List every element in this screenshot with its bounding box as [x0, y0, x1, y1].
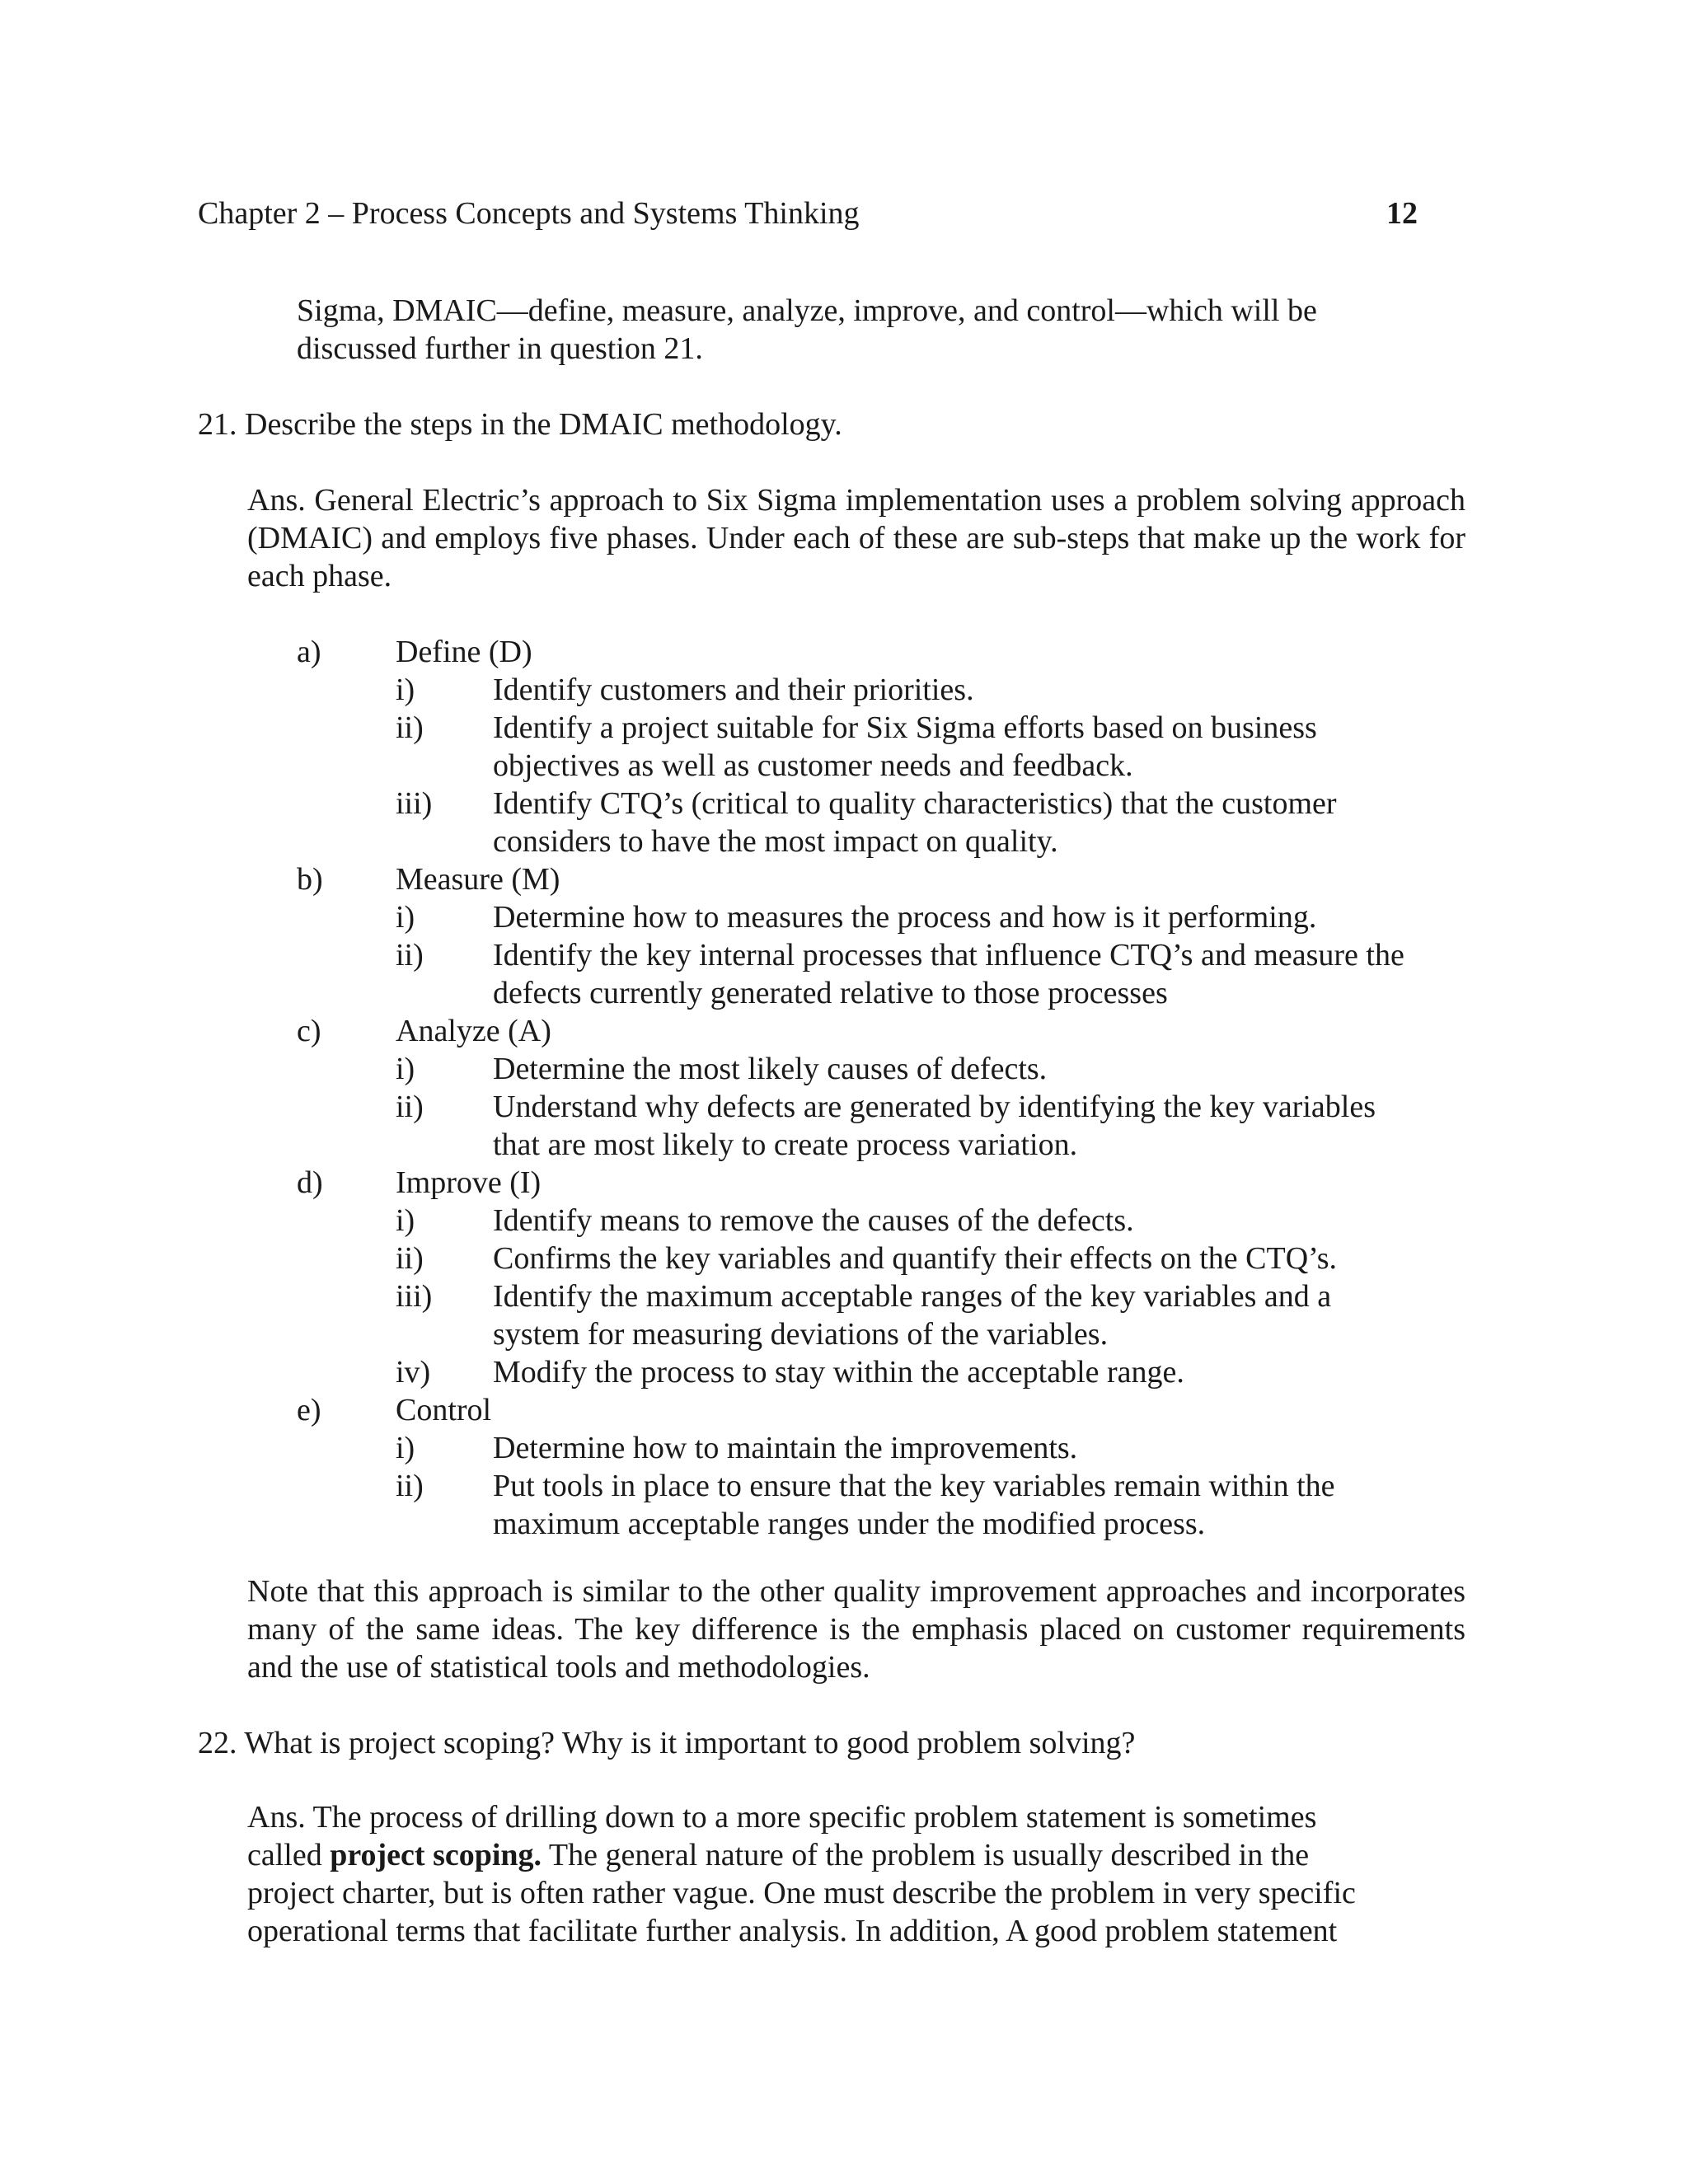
- sub-step: [247, 709, 1484, 747]
- phase-item: [247, 633, 1484, 671]
- sub-step-text: objectives as well as customer needs and feedback.: [493, 748, 1133, 783]
- question-22: [198, 1724, 1135, 1762]
- sub-step-numeral: iv): [396, 1355, 431, 1390]
- answer-text: called: [247, 1838, 331, 1872]
- sub-step: [247, 1505, 1484, 1543]
- sub-step-text: Identify a project suitable for Six Sigma efforts based on business: [493, 710, 1317, 745]
- question-21-answer: Ans. General Electric’s approach to Six Sigma implementation uses a problem solving approach (DMAIC) and employs five phases. Under each of these are sub-steps that make up the work for each phase.: [247, 483, 1465, 593]
- sub-step-text: system for measuring deviations of the variables.: [493, 1317, 1109, 1352]
- page-header: [198, 194, 1418, 232]
- sub-step-text: Identify CTQ’s (critical to quality characteristics) that the customer: [493, 786, 1337, 821]
- phase-name: Analyze (A): [396, 1014, 551, 1048]
- sub-step: [247, 671, 1484, 709]
- phase-name: Improve (I): [396, 1165, 542, 1200]
- sub-step-text: Determine the most likely causes of defects.: [493, 1052, 1048, 1086]
- sub-step: [247, 1088, 1484, 1126]
- sub-step: [247, 1240, 1484, 1277]
- continuation-line: discussed further in question 21.: [297, 331, 703, 366]
- question-number: 22.: [198, 1726, 237, 1760]
- sub-step: [247, 1277, 1484, 1315]
- answer-line: operational terms that facilitate further analysis. In addition, A good problem statement: [247, 1914, 1338, 1948]
- phase-item: [247, 1012, 1484, 1050]
- question-22-answer: [247, 1798, 1484, 1950]
- answer-line: Ans. The process of drilling down to a more specific problem statement is sometimes: [247, 1800, 1317, 1835]
- bold-term-project-scoping: project scoping.: [330, 1838, 542, 1872]
- sub-step-text: Determine how to maintain the improvements.: [493, 1431, 1078, 1465]
- sub-step: [247, 1050, 1484, 1088]
- note-paragraph: Note that this approach is similar to the other quality improvement approaches and incorporates many of the same ideas. The key difference is the emphasis placed on customer requirements and the use of statistical tools and methodologies.: [247, 1574, 1465, 1685]
- phase-letter: e): [297, 1393, 321, 1427]
- sub-step-numeral: i): [396, 900, 415, 935]
- dmaic-outline: [247, 633, 1484, 1543]
- answer-line: project charter, but is often rather vague. One must describe the problem in very specific: [247, 1876, 1356, 1910]
- sub-step-text: that are most likely to create process variation.: [493, 1127, 1078, 1162]
- question-21: [198, 405, 842, 443]
- sub-step-numeral: ii): [396, 938, 424, 972]
- sub-step-text: Confirms the key variables and quantify their effects on the CTQ’s.: [493, 1241, 1337, 1276]
- sub-step-numeral: ii): [396, 710, 424, 745]
- page-number: 12: [1386, 196, 1418, 231]
- phase-name: Measure (M): [396, 862, 560, 897]
- phase-letter: a): [297, 635, 321, 669]
- phase-letter: c): [297, 1014, 321, 1048]
- sub-step-numeral: ii): [396, 1469, 424, 1503]
- question-text: Describe the steps in the DMAIC methodology.: [245, 407, 842, 442]
- sub-step: [247, 1315, 1484, 1353]
- sub-step-numeral: ii): [396, 1241, 424, 1276]
- sub-step-numeral: i): [396, 673, 415, 707]
- sub-step: [247, 1126, 1484, 1164]
- question-text: What is project scoping? Why is it important to good problem solving?: [244, 1726, 1136, 1760]
- sub-step-text: Put tools in place to ensure that the key variables remain within the: [493, 1469, 1335, 1503]
- sub-step-numeral: i): [396, 1203, 415, 1238]
- continuation-line: Sigma, DMAIC—define, measure, analyze, improve, and control—which will be: [297, 293, 1317, 328]
- sub-step-text: Understand why defects are generated by identifying the key variables: [493, 1090, 1376, 1124]
- sub-step-text: considers to have the most impact on quality.: [493, 824, 1058, 859]
- sub-step-numeral: ii): [396, 1090, 424, 1124]
- sub-step-numeral: i): [396, 1431, 415, 1465]
- sub-step: [247, 785, 1484, 823]
- phase-letter: b): [297, 862, 323, 897]
- answer-text: The general nature of the problem is usually described in the: [542, 1838, 1310, 1872]
- phase-item: [247, 1391, 1484, 1429]
- sub-step-numeral: iii): [396, 786, 433, 821]
- sub-step: [247, 936, 1484, 974]
- phase-name: Define (D): [396, 635, 532, 669]
- sub-step-text: Identify means to remove the causes of the defects.: [493, 1203, 1134, 1238]
- phase-letter: d): [297, 1165, 323, 1200]
- sub-step: [247, 1202, 1484, 1240]
- sub-step: [247, 1467, 1484, 1505]
- chapter-title: Chapter 2 – Process Concepts and Systems Thinking: [198, 196, 860, 231]
- sub-step-text: Identify customers and their priorities.: [493, 673, 974, 707]
- sub-step: [247, 747, 1484, 785]
- sub-step-text: Determine how to measures the process and how is it performing.: [493, 900, 1317, 935]
- sub-step-text: defects currently generated relative to those processes: [493, 976, 1168, 1010]
- sub-step-numeral: iii): [396, 1279, 433, 1314]
- sub-step: [247, 1429, 1484, 1467]
- sub-step-text: Modify the process to stay within the acceptable range.: [493, 1355, 1184, 1390]
- question-number: 21.: [198, 407, 237, 442]
- phase-item: [247, 860, 1484, 898]
- sub-step-text: Identify the maximum acceptable ranges of the key variables and a: [493, 1279, 1332, 1314]
- sub-step-text: Identify the key internal processes that influence CTQ’s and measure the: [493, 938, 1404, 972]
- phase-item: [247, 1164, 1484, 1202]
- continuation-paragraph: [297, 292, 1451, 368]
- sub-step: [247, 974, 1484, 1012]
- sub-step: [247, 898, 1484, 936]
- answer-line: [247, 1836, 1484, 1874]
- phase-name: Control: [396, 1393, 492, 1427]
- sub-step: [247, 1353, 1484, 1391]
- sub-step-numeral: i): [396, 1052, 415, 1086]
- sub-step-text: maximum acceptable ranges under the modified process.: [493, 1507, 1206, 1541]
- sub-step: [247, 823, 1484, 860]
